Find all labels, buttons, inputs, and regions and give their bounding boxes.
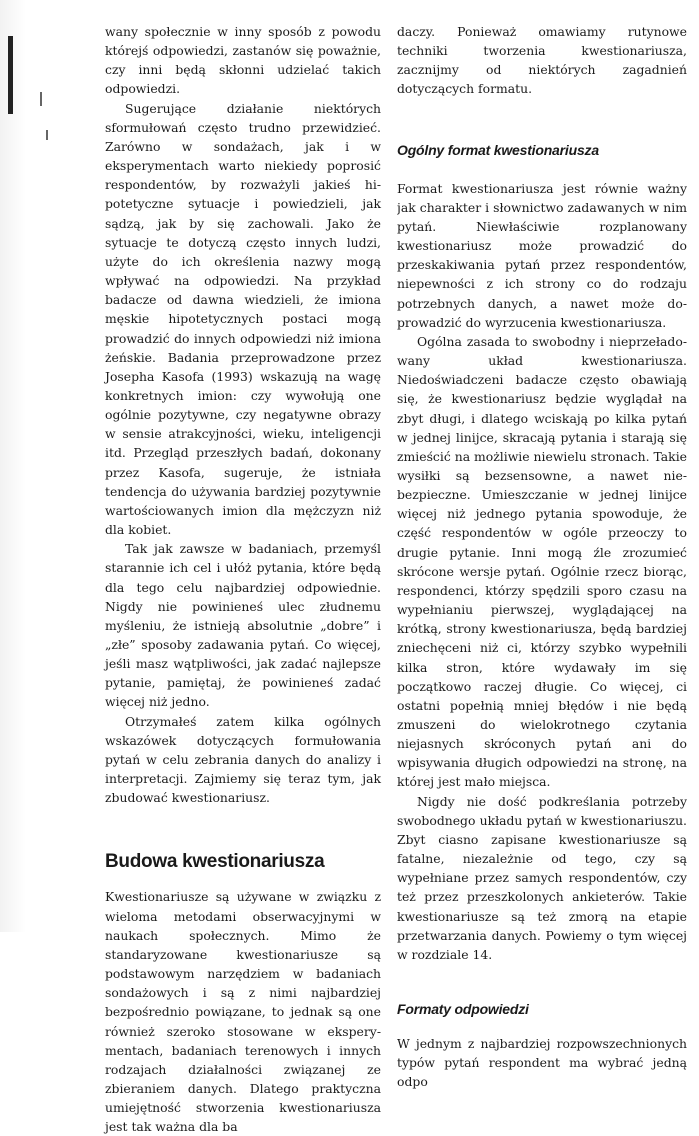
paragraph: daczy. Ponieważ omawiamy rutynowe techniki tworzenia kwestionariusza, zacznijmy od niektórych zagadnień dotyczących formatu. <box>397 24 687 97</box>
section-heading: Budowa kwestionariusza <box>105 851 325 873</box>
paragraph: Sugerujące działanie niektórych sformułowań często trudno przewidzieć. Zarówno w sondażach, jak i w eksperymentach warto niekiedy poprosić respondentów, by rozważyli jakieś hipotetyczne sytuacje i powiedzieli, jak sądzą, jak by się zachowali. Jako że sytuacje te dotyczą często innych ludzi, użyte do ich określenia nazwy mogą wpływać na odpowiedzi. Na przykład badacze od dawna wiedzieli, że imiona męskie hipotetycznych postaci mogą prowadzić do innych odpowiedzi niż imiona żeńskie. Badania przeprowadzone przez Josepha Kasofa (1993) wskazują na wagę konkretnych imion: czy wywołują one ogólnie pozytywne, czy negatywne obrazy w sensie atrakcyjności, wieku, inteligencji itd. Przegląd przeszłych badań, dokonany przez Kasofa, sugeruje, że istniała tendencja do używania bardziej pozytywnie wartościowanych imion dla mężczyzn niż dla kobiet. <box>105 100 381 538</box>
paragraph: Tak jak zawsze w badaniach, przemyśl starannie ich cel i ułóż pytania, które będą dla tego celu najbardziej odpowiednie. Nigdy nie powinieneś ulec złudnemu myśleniu, że istnieją absolutnie „dobre” i „złe” sposoby zadawania pytań. Co więcej, jeśli masz wątpliwości, jak zadać najlepsze pytanie, pamiętaj, że powinieneś zadać więcej niż jedno. <box>105 541 381 710</box>
paragraph: Ogólna zasada to swobodny i nieprzeładowany układ kwestionariusza. Niedoświadczeni badacze często obawiają się, że kwestionariusz będzie wyglądał na zbyt długi, i dlatego wciskają po kilka pytań w jednej linijce, skracają pytania i starają się zmieścić na możliwie niewielu stronach. Takie wysiłki są bezsensowne, a nawet niebezpieczne. Umieszczanie w jednej linijce więcej niż jednego pytania spowoduje, że część respondentów w ogóle przeoczy to drugie pytanie. Inni mogą źle zrozumieć skrócone wersje pytań. Ogólnie rzecz biorąc, respondenci, którzy spędzili sporo czasu na wypełnianiu pierwszej, wyglądającej na krótką, strony kwestionariusza, będą bardziej zniechęceni niż ci, którzy szybko wypełnili kilka stron, które wydawały im się początkowo raczej długie. Co więcej, ci ostatni popełnią mniej błędów i nie będą zmuszeni do wielokrotnego czytania niejasnych skróconych pytań ani do wpisywania długich odpowiedzi na stronę, na której jest mało miejsca. <box>397 333 687 790</box>
paragraph: Nigdy nie dość podkreślania potrzeby swobodnego układu pytań w kwestionariuszu. Zbyt ciasno zapisane kwestionariusze są fatalne, niezależnie od tego, czy są wypełniane przez samych respondentów, czy też przez przeszkolonych ankieterów. Takie kwestionariusze są też zmorą na etapie przetwarzania danych. Powiemy o tym więcej w rozdziale 14. <box>397 793 687 962</box>
paragraph: Otrzymałeś zatem kilka ogólnych wskazówek dotyczących formułowania pytań w celu zebrania danych do analizy i interpretacji. Zajmiemy się teraz tym, jak zbudować kwestionariusz. <box>105 713 381 806</box>
subsection-heading: Ogólny format kwestionariusza <box>397 141 599 158</box>
binding-mark <box>8 36 13 114</box>
page-binding-edge <box>0 0 26 932</box>
scan-speck <box>46 130 48 140</box>
left-column <box>105 22 381 1136</box>
paragraph: Kwestionariusze są używane w związku z wieloma metodami obserwacyjnymi w naukach społecznych. Mimo że standaryzowane kwestionariusze są podstawowym narzędziem w badaniach sondażowych i są z nimi najbardziej bezpośrednio powiązane, to jednak są one również szeroko stosowane w eksperymentach, badaniach terenowych i innych rodzajach działalności związanej ze zbieraniem danych. Dlatego praktyczna umiejętność stworzenia kwestionariusza jest tak ważna dla ba <box>105 889 381 1135</box>
right-column <box>397 22 687 1092</box>
paragraph: Format kwestionariusza jest równie ważny jak charakter i słownictwo zadawanych w nim pytań. Niewłaściwie rozplanowany kwestionariusz może prowadzić do przeskakiwania pytań przez respondentów, niepewności z ich strony co do rodzaju potrzebnych danych, a nawet może doprowadzić do wyrzucenia kwestionariusza. <box>397 180 687 330</box>
subsection-heading: Formaty odpowiedzi <box>397 1001 529 1018</box>
paragraph: W jednym z najbardziej rozpowszechnionych typów pytań respondent ma wybrać jedną odpo <box>397 1036 687 1090</box>
paragraph: wany społecznie w inny sposób z powodu którejś odpowiedzi, zastanów się poważnie, czy inni będą skłonni udzielać takich odpowiedzi. <box>105 24 381 97</box>
scan-speck <box>40 92 42 106</box>
